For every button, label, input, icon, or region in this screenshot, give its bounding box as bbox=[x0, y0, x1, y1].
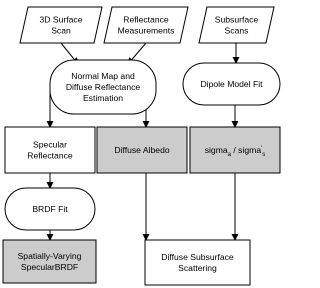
diffuse-sss-label-line: Scattering bbox=[178, 263, 217, 273]
brdf-fit-label-line: BRDF Fit bbox=[32, 204, 68, 214]
dipole-node bbox=[183, 63, 280, 105]
specular-label-line: Reflectance bbox=[27, 150, 73, 161]
diffuse-sss-label-line: Diffuse Subsurface bbox=[161, 252, 234, 262]
subsurface-node bbox=[199, 7, 274, 43]
subsurface-label-line: Scans bbox=[224, 25, 249, 36]
sigma-node bbox=[190, 127, 280, 173]
scan3d-node bbox=[20, 7, 102, 43]
sigma-label: sigma$_a$ / sigma'$_s$ bbox=[204, 145, 266, 158]
sv-brdf-label-line: SpecularBRDF bbox=[20, 262, 79, 272]
scan3d-label-line: 3D Surface bbox=[39, 14, 83, 25]
scan3d-label-line: Scan bbox=[51, 25, 71, 36]
sv-brdf-label-line: Spatially-Varying bbox=[17, 251, 82, 261]
normal-map-label-line: Estimation bbox=[82, 93, 124, 103]
albedo-label-line: Diffuse Albedo bbox=[114, 145, 170, 155]
normal-map-label-line: Normal Map and bbox=[71, 71, 135, 81]
diffuse-sss-node bbox=[145, 240, 250, 285]
reflectance-node bbox=[104, 7, 188, 43]
dipole-label-line: Dipole Model Fit bbox=[200, 79, 263, 89]
subsurface-label-line: Subsurface bbox=[214, 14, 259, 25]
reflectance-label-line: Measurements bbox=[117, 25, 175, 36]
sv-brdf-node bbox=[3, 240, 96, 283]
normal-map-node bbox=[50, 60, 156, 114]
normal-map-label-line: Diffuse Reflectance bbox=[65, 82, 141, 92]
brdf-fit-node bbox=[5, 188, 95, 230]
reflectance-label-line: Reflectance bbox=[123, 14, 169, 25]
specular-label-line: Specular bbox=[33, 139, 67, 150]
albedo-node bbox=[97, 127, 187, 173]
specular-node bbox=[5, 127, 95, 173]
